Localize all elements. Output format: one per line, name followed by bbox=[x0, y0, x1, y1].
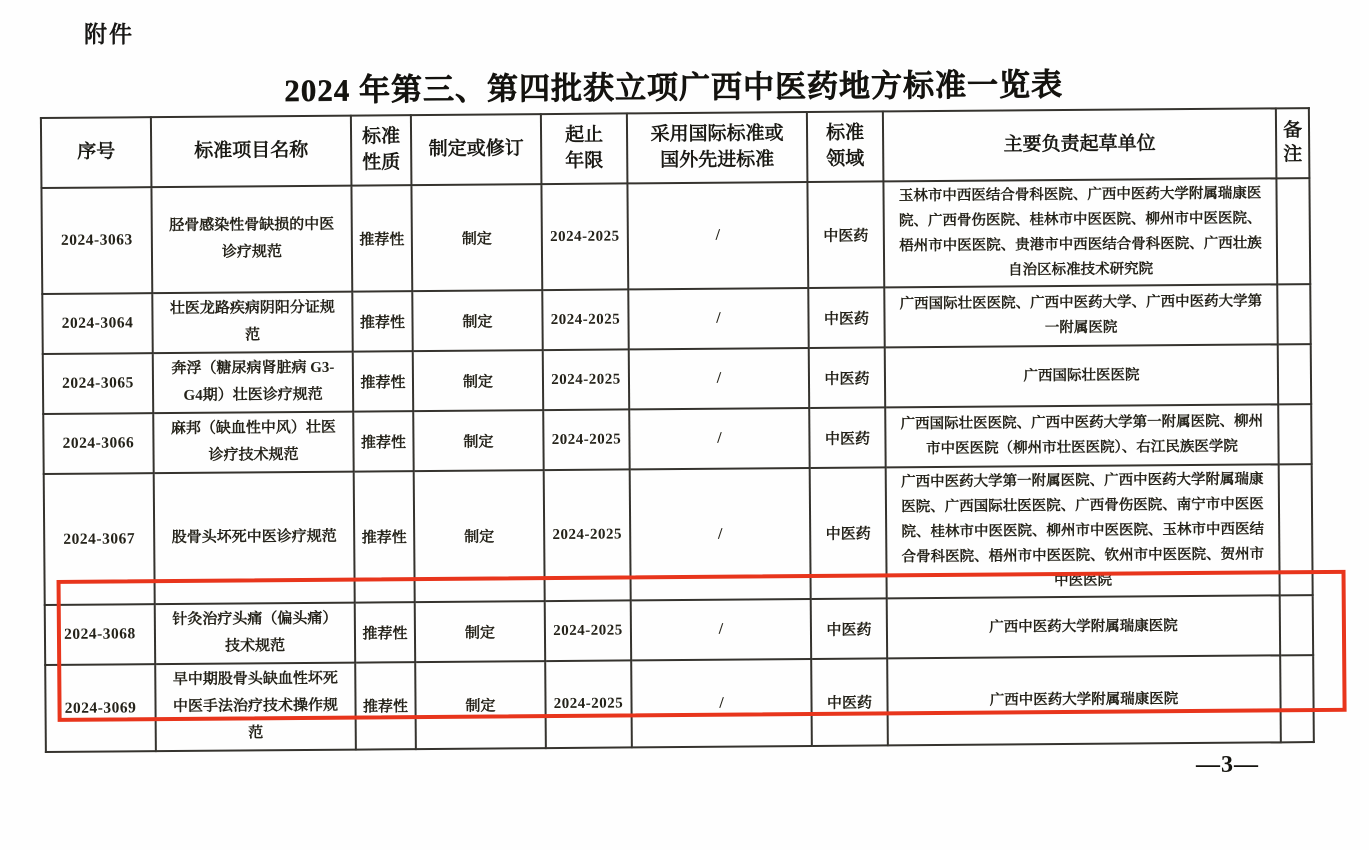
cell-remarks bbox=[1279, 464, 1313, 595]
table-row-highlighted bbox=[45, 595, 1313, 665]
cell-remarks bbox=[1280, 595, 1313, 655]
cell-intl-standard: / bbox=[627, 182, 808, 289]
cell-period: 2024-2025 bbox=[545, 660, 632, 748]
cell-remarks bbox=[1278, 404, 1311, 464]
cell-remarks bbox=[1276, 178, 1310, 284]
cell-action: 制定 bbox=[414, 470, 545, 602]
header-field: 标准 领域 bbox=[807, 111, 884, 182]
table-row bbox=[41, 178, 1310, 294]
header-action: 制定或修订 bbox=[411, 114, 542, 185]
cell-period: 2024-2025 bbox=[542, 289, 628, 350]
cell-nature: 推荐性 bbox=[355, 602, 415, 662]
table-row bbox=[43, 404, 1311, 474]
cell-period: 2024-2025 bbox=[545, 600, 631, 661]
cell-project-name: 针灸治疗头痛（偏头痛）技术规范 bbox=[155, 603, 355, 665]
cell-period: 2024-2025 bbox=[543, 409, 629, 470]
cell-project-name: 胫骨感染性骨缺损的中医诊疗规范 bbox=[151, 186, 352, 294]
cell-intl-standard: / bbox=[629, 348, 809, 409]
cell-nature: 推荐性 bbox=[355, 662, 416, 749]
cell-serial: 2024-3063 bbox=[41, 187, 152, 294]
cell-remarks bbox=[1280, 655, 1314, 742]
cell-action: 制定 bbox=[412, 290, 542, 351]
page-number: —3— bbox=[1196, 752, 1259, 778]
cell-nature: 推荐性 bbox=[351, 185, 412, 291]
cell-remarks bbox=[1277, 284, 1310, 344]
cell-field: 中医药 bbox=[811, 658, 888, 746]
cell-project-name: 奔浮（糖尿病肾脏病 G3-G4期）壮医诊疗规范 bbox=[153, 352, 353, 414]
cell-drafting-units: 广西国际壮医医院、广西中医药大学第一附属医院、柳州市中医医院（柳州市壮医医院）、右江民族医学院 bbox=[885, 404, 1278, 467]
cell-remarks bbox=[1278, 344, 1311, 404]
cell-drafting-units: 玉林市中西医结合骨科医院、广西中医药大学附属瑞康医院、广西骨伤医院、桂林市中医医院、柳州市中医医院、梧州市中医医院、贵港市中西医结合骨科医院、广西壮族自治区标准技术研究院 bbox=[883, 178, 1277, 287]
cell-intl-standard: / bbox=[628, 288, 808, 349]
cell-drafting-units: 广西中医药大学附属瑞康医院 bbox=[887, 655, 1281, 745]
cell-serial: 2024-3067 bbox=[44, 473, 155, 605]
standards-table bbox=[40, 107, 1315, 753]
cell-nature: 推荐性 bbox=[352, 291, 412, 351]
cell-serial: 2024-3065 bbox=[43, 353, 153, 414]
cell-action: 制定 bbox=[413, 350, 543, 411]
table-row bbox=[44, 464, 1313, 605]
header-drafting-units: 主要负责起草单位 bbox=[883, 108, 1277, 181]
cell-serial: 2024-3066 bbox=[43, 413, 153, 474]
cell-period: 2024-2025 bbox=[544, 469, 631, 601]
cell-period: 2024-2025 bbox=[541, 183, 628, 290]
cell-drafting-units: 广西中医药大学附属瑞康医院 bbox=[887, 595, 1280, 658]
header-serial: 序号 bbox=[41, 117, 152, 188]
cell-intl-standard: / bbox=[629, 408, 809, 469]
table-row bbox=[42, 284, 1310, 354]
cell-drafting-units: 广西国际壮医医院、广西中医药大学、广西中医药大学第一附属医院 bbox=[884, 284, 1277, 347]
table-header-row bbox=[41, 108, 1310, 188]
cell-intl-standard: / bbox=[631, 659, 812, 747]
cell-field: 中医药 bbox=[809, 347, 885, 408]
header-period: 起止 年限 bbox=[541, 113, 628, 184]
cell-nature: 推荐性 bbox=[353, 351, 413, 411]
cell-period: 2024-2025 bbox=[543, 349, 629, 410]
cell-project-name: 早中期股骨头缺血性坏死中医手法治疗技术操作规范 bbox=[155, 663, 356, 752]
cell-nature: 推荐性 bbox=[354, 471, 415, 602]
cell-field: 中医药 bbox=[811, 598, 887, 659]
cell-intl-standard: / bbox=[631, 599, 811, 660]
cell-field: 中医药 bbox=[810, 467, 887, 599]
page-title: 2024 年第三、第四批获立项广西中医药地方标准一览表 bbox=[284, 67, 1064, 109]
header-intl-standard: 采用国际标准或 国外先进标准 bbox=[627, 112, 808, 183]
cell-action: 制定 bbox=[411, 184, 542, 291]
cell-serial: 2024-3068 bbox=[45, 604, 155, 665]
header-nature: 标准 性质 bbox=[351, 115, 412, 185]
table-row bbox=[43, 344, 1311, 414]
cell-action: 制定 bbox=[413, 410, 543, 471]
cell-project-name: 壮医龙路疾病阴阳分证规范 bbox=[152, 292, 352, 354]
cell-drafting-units: 广西中医药大学第一附属医院、广西中医药大学附属瑞康医院、广西国际壮医医院、广西骨伤医院、南宁市中医医院、桂林市中医医院、柳州市中医医院、玉林市中西医结合骨科医院、梧州市中医医院、钦州市中医医院、贺州市中医医院 bbox=[886, 464, 1280, 598]
attachment-label: 附件 bbox=[84, 22, 134, 47]
cell-project-name: 股骨头坏死中医诊疗规范 bbox=[154, 472, 355, 605]
cell-drafting-units: 广西国际壮医医院 bbox=[885, 344, 1278, 407]
cell-action: 制定 bbox=[415, 601, 545, 662]
cell-serial: 2024-3069 bbox=[45, 664, 156, 752]
cell-intl-standard: / bbox=[630, 468, 811, 600]
table-row-highlighted bbox=[45, 655, 1314, 752]
cell-action: 制定 bbox=[415, 661, 546, 749]
header-project-name: 标准项目名称 bbox=[151, 116, 352, 188]
cell-field: 中医药 bbox=[808, 287, 884, 348]
cell-serial: 2024-3064 bbox=[42, 293, 152, 354]
cell-field: 中医药 bbox=[807, 181, 884, 288]
cell-nature: 推荐性 bbox=[353, 411, 413, 471]
cell-project-name: 麻邦（缺血性中风）壮医诊疗技术规范 bbox=[153, 412, 353, 474]
header-remarks: 备 注 bbox=[1276, 108, 1310, 178]
cell-field: 中医药 bbox=[809, 407, 885, 468]
